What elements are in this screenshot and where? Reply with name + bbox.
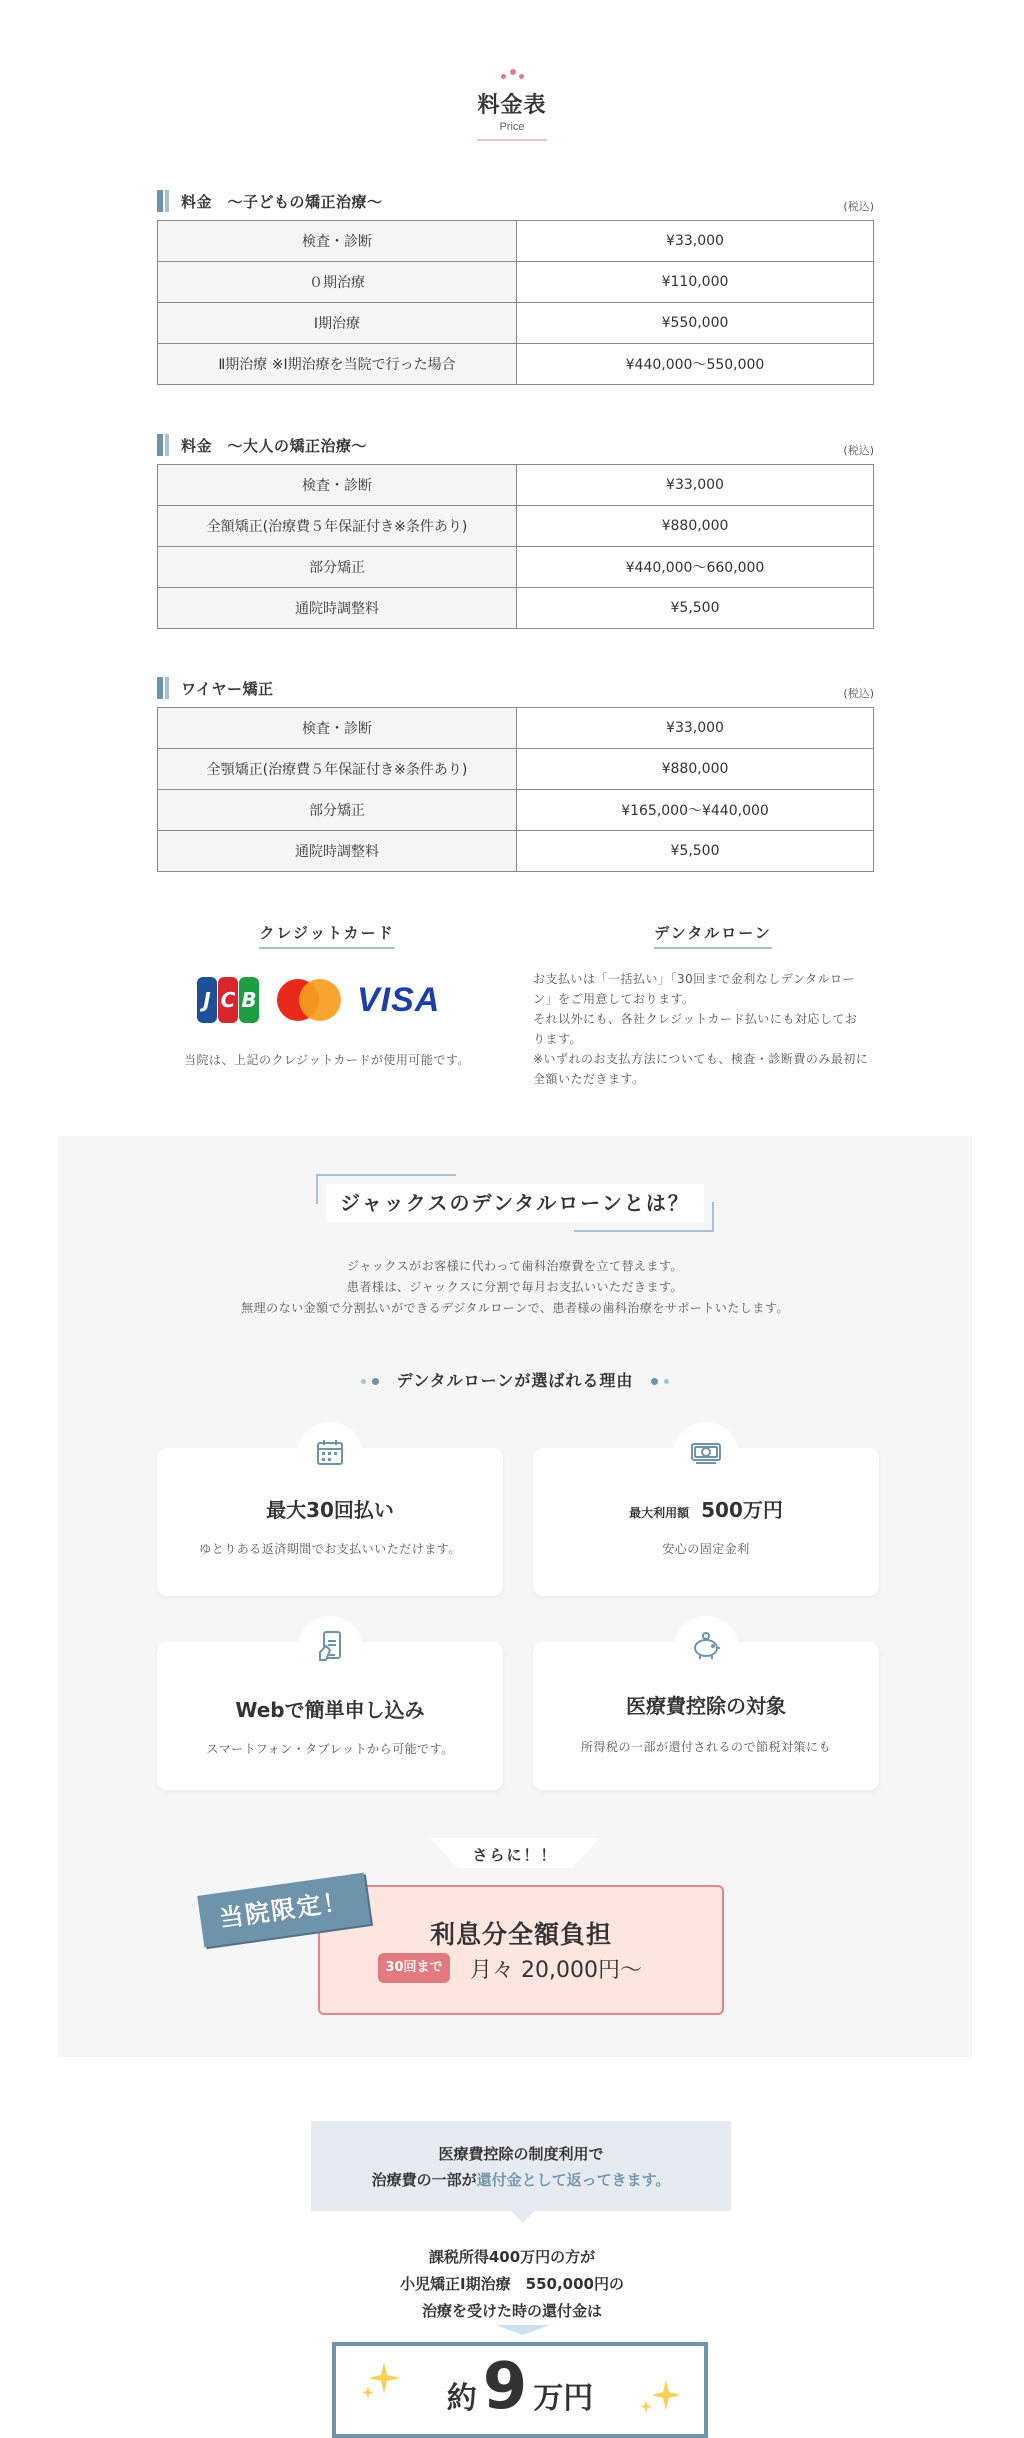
tax-note: (税込) [843, 200, 874, 213]
price-table [157, 707, 874, 872]
row-price: ¥33,000 [517, 708, 874, 749]
card-title: Webで簡単申し込み [235, 1698, 425, 1722]
reason-card-tax-deduction [533, 1642, 879, 1790]
section-header [157, 675, 874, 701]
sparkle-icon [634, 2376, 684, 2420]
price-table [157, 220, 874, 385]
piggy-bank-icon [673, 1616, 739, 1682]
table-row [158, 221, 874, 262]
row-label: 部分矯正 [158, 547, 517, 588]
row-label: 通院時調整料 [158, 831, 517, 872]
calendar-icon [297, 1422, 363, 1488]
promo-title: 利息分全額負担 [429, 1920, 612, 1949]
money-icon [673, 1422, 739, 1488]
row-price: ¥440,000〜660,000 [517, 547, 874, 588]
jcb-logo-icon: J C B [197, 977, 259, 1023]
row-price: ¥880,000 [517, 506, 874, 547]
section-header [157, 188, 874, 214]
table-row [158, 749, 874, 790]
decorative-dots-icon [492, 68, 532, 80]
card-subtitle: ゆとりある返済期間でお支払いいただけます。 [199, 1542, 461, 1556]
row-price: ¥880,000 [517, 749, 874, 790]
row-label: 検査・診断 [158, 708, 517, 749]
row-price: ¥550,000 [517, 303, 874, 344]
more-text: さらに！！ [472, 1846, 558, 1864]
section-bar-icon [157, 434, 169, 456]
table-row [158, 506, 874, 547]
table-row [158, 588, 874, 629]
row-label: 部分矯正 [158, 790, 517, 831]
reason-card-installments [157, 1448, 503, 1596]
row-label: Ⅰ期治療 [158, 303, 517, 344]
table-row [158, 344, 874, 385]
section-title: ワイヤー矯正 [181, 680, 274, 698]
section-title: 料金 〜子どもの矯正治療〜 [181, 193, 383, 211]
reason-heading: デンタルローンが選ばれる理由 [58, 1368, 972, 1391]
row-price: ¥5,500 [517, 588, 874, 629]
smartphone-icon [297, 1616, 363, 1682]
card-subtitle: 安心の固定金利 [662, 1542, 750, 1556]
price-section-wire [157, 675, 874, 872]
refund-amount: 約9 万円 [446, 2350, 594, 2424]
section-bar-icon [157, 677, 169, 699]
row-label: 検査・診断 [158, 465, 517, 506]
table-row [158, 262, 874, 303]
card-logos [147, 975, 507, 1025]
row-label: 検査・診断 [158, 221, 517, 262]
card-subtitle: 所得税の一部が還付されるので節税対策にも [580, 1740, 831, 1754]
deduction-arrow-icon [511, 2211, 535, 2223]
card-title: 医療費控除の対象 [626, 1694, 786, 1718]
row-label: 全顎矯正(治療費５年保証付き※条件あり) [158, 749, 517, 790]
jacks-loan-section [58, 1136, 972, 2057]
row-price: ¥165,000〜¥440,000 [517, 790, 874, 831]
deduction-line1: 医療費控除の制度利用で [438, 2145, 604, 2163]
deduction-line2: 治療費の一部が還付金として返ってきます。 [371, 2171, 671, 2189]
dental-loan-text: お支払いは「一括払い」「30回まで金利なしデンタルロー ン」をご用意しております。 それ以外にも、各社クレジットカード払いにも対応してお ります。 ※いずれのお支払方法についても、検査・診断費のみ最初に 全額いただきます。 [533, 972, 869, 1086]
row-price: ¥5,500 [517, 831, 874, 872]
jacks-title-frame [316, 1174, 714, 1232]
row-price: ¥440,000〜550,000 [517, 344, 874, 385]
title-underline [477, 139, 547, 141]
deduction-box [311, 2121, 731, 2211]
table-row [158, 547, 874, 588]
section-title: 料金 〜大人の矯正治療〜 [181, 437, 368, 455]
promo-box [318, 1885, 724, 2015]
section-bar-icon [157, 190, 169, 212]
card-title-prefix: 最大利用額 [629, 1506, 690, 1520]
price-section-adult [157, 432, 874, 629]
card-subtitle: スマートフォン・タブレットから可能です。 [206, 1742, 454, 1756]
table-row [158, 790, 874, 831]
row-price: ¥110,000 [517, 262, 874, 303]
credit-card-note: 当院は、上記のクレジットカードが使用可能です。 [184, 1053, 470, 1067]
chevron-down-icon [496, 2325, 550, 2335]
promo-badge: 30回まで [378, 1953, 450, 1983]
visa-logo-icon: VISA [357, 981, 441, 1019]
table-row [158, 708, 874, 749]
tax-note: (税込) [843, 444, 874, 457]
row-price: ¥33,000 [517, 465, 874, 506]
card-title: 最大30回払い [266, 1498, 394, 1522]
price-section-children [157, 188, 874, 385]
row-label: 通院時調整料 [158, 588, 517, 629]
table-row [158, 303, 874, 344]
jacks-title: ジャックスのデンタルローンとは？ [326, 1184, 704, 1222]
reason-card-web-apply [157, 1642, 503, 1790]
page-subtitle: Price [499, 121, 525, 133]
row-label: ０期治療 [158, 262, 517, 303]
price-table [157, 464, 874, 629]
section-header [157, 432, 874, 458]
deduction-condition: 課税所得400万円の方が 小児矯正Ⅰ期治療 550,000円の 治療を受けた時の還付金は [400, 2248, 624, 2320]
page-title: 料金表 [477, 93, 547, 118]
tax-note: (税込) [843, 687, 874, 700]
dental-loan-column [533, 922, 893, 1089]
row-price: ¥33,000 [517, 221, 874, 262]
promo-tag: 当院限定！ [197, 1873, 371, 1948]
table-row [158, 465, 874, 506]
price-header [0, 68, 1024, 141]
card-title: 最大利用額 500万円 [629, 1498, 783, 1522]
row-label: Ⅱ期治療 ※Ⅰ期治療を当院で行った場合 [158, 344, 517, 385]
dental-loan-title: デンタルローン [654, 922, 772, 949]
credit-card-column [147, 922, 507, 1068]
credit-card-title: クレジットカード [259, 922, 394, 949]
mastercard-icon [277, 979, 341, 1021]
jacks-description: ジャックスがお客様に代わって歯科治療費を立て替えます。 患者様は、ジャックスに分割で毎月お支払いいただきます。 無理のない金額で分割払いができるデジタルローンで、患者様の歯科治療をサポートいたします。 [241, 1259, 789, 1315]
promo-price: 月々 20,000円〜 [470, 1958, 642, 1983]
row-label: 全額矯正(治療費５年保証付き※条件あり) [158, 506, 517, 547]
refund-result-box [332, 2342, 708, 2438]
more-banner [430, 1838, 600, 1868]
reason-card-max-amount [533, 1448, 879, 1596]
table-row [158, 831, 874, 872]
